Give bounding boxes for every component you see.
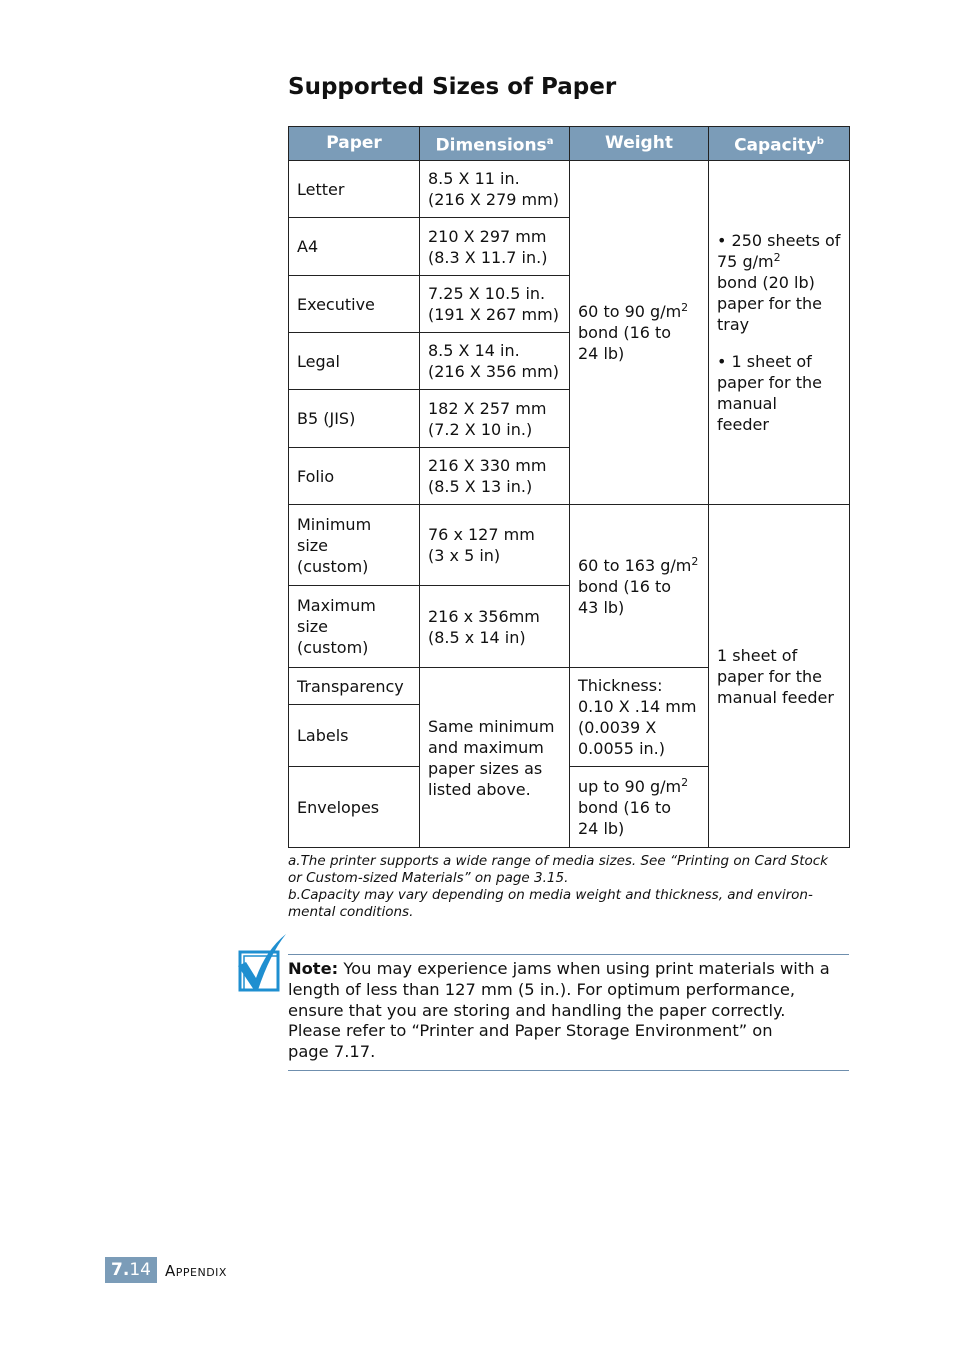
paper-cell: Legal: [289, 333, 420, 390]
capacity-bullet-manual: • 1 sheet of paper for the manual feeder: [717, 352, 822, 434]
weight-cell-envelopes: up to 90 $g/m^2$ bond (16 to 24 lb): [570, 767, 709, 848]
paper-cell: Maximum size (custom): [289, 586, 420, 668]
table-header-row: [289, 127, 850, 161]
dimensions-cell: 182 X 257 mm (7.2 X 10 in.): [420, 390, 570, 448]
paper-cell: Minimum size (custom): [289, 505, 420, 586]
dimensions-cell: 76 x 127 mm (3 x 5 in): [420, 505, 570, 586]
capacity-bullet-tray: • 250 sheets of 75 $g/m^2$ bond (20 lb) paper for the tray: [717, 231, 841, 334]
note-top-rule: [288, 954, 849, 955]
note-bottom-rule: [288, 1070, 849, 1071]
footnote-a: a.The printer supports a wide range of media sizes. See “Printing on Card Stock or Custom-sized Materials” on page 3.15.: [288, 853, 828, 886]
dimensions-cell: 210 X 297 mm (8.3 X 11.7 in.): [420, 218, 570, 276]
header-weight: Weight: [570, 127, 709, 161]
weight-cell-standard: 60 to 90 $g/m^2$ bond (16 to 24 lb): [570, 161, 709, 505]
footnote-b: b.Capacity may vary depending on media weight and thickness, and environ- mental conditions.: [288, 887, 813, 920]
paper-sizes-table: [288, 126, 850, 848]
paper-cell: Transparency: [289, 668, 420, 705]
weight-cell-transparency: Thickness: 0.10 X .14 mm (0.0039 X 0.0055 in.): [570, 668, 709, 767]
footer-section-title: Appendix: [165, 1262, 227, 1280]
header-capacity: Capacity$^b$: [709, 127, 850, 161]
header-paper: Paper: [289, 127, 420, 161]
footnote-ref-a: a: [546, 135, 554, 147]
dimensions-cell: 8.5 X 14 in. (216 X 356 mm): [420, 333, 570, 390]
paper-cell: Letter: [289, 161, 420, 218]
page-number-badge: 7.14: [105, 1257, 157, 1283]
capacity-cell-special: 1 sheet of paper for the manual feeder: [709, 505, 850, 848]
note-label: Note:: [288, 959, 339, 978]
header-dimensions: Dimensions$^a$: [420, 127, 570, 161]
paper-cell: Envelopes: [289, 767, 420, 848]
table-row: [289, 161, 850, 218]
paper-cell: Executive: [289, 276, 420, 333]
dimensions-cell-special: Same minimum and maximum paper sizes as listed above.: [420, 668, 570, 848]
dimensions-cell: 8.5 X 11 in. (216 X 279 mm): [420, 161, 570, 218]
dimensions-cell: 216 x 356mm (8.5 x 14 in): [420, 586, 570, 668]
footnote-ref-b: b: [816, 135, 824, 147]
table-footnotes: [288, 853, 858, 921]
note-text: Note: You may experience jams when using print materials with a length of less than 127 mm (5 in.). For optimum performance, ensure that you are storing and handling the paper correctly. Please refer to “Printer and Paper Storage Environment” on page 7.17.: [288, 959, 830, 1062]
dimensions-cell: 216 X 330 mm (8.5 X 13 in.): [420, 448, 570, 505]
capacity-cell-standard: [709, 161, 850, 505]
paper-cell: Folio: [289, 448, 420, 505]
paper-cell: A4: [289, 218, 420, 276]
paper-cell: B5 (JIS): [289, 390, 420, 448]
paper-cell: Labels: [289, 705, 420, 767]
table-row: [289, 505, 850, 586]
page-title: Supported Sizes of Paper: [288, 74, 617, 100]
checkmark-note-icon: [236, 932, 288, 998]
dimensions-cell: 7.25 X 10.5 in. (191 X 267 mm): [420, 276, 570, 333]
weight-cell-custom: 60 to 163 $g/m^2$ bond (16 to 43 lb): [570, 505, 709, 668]
